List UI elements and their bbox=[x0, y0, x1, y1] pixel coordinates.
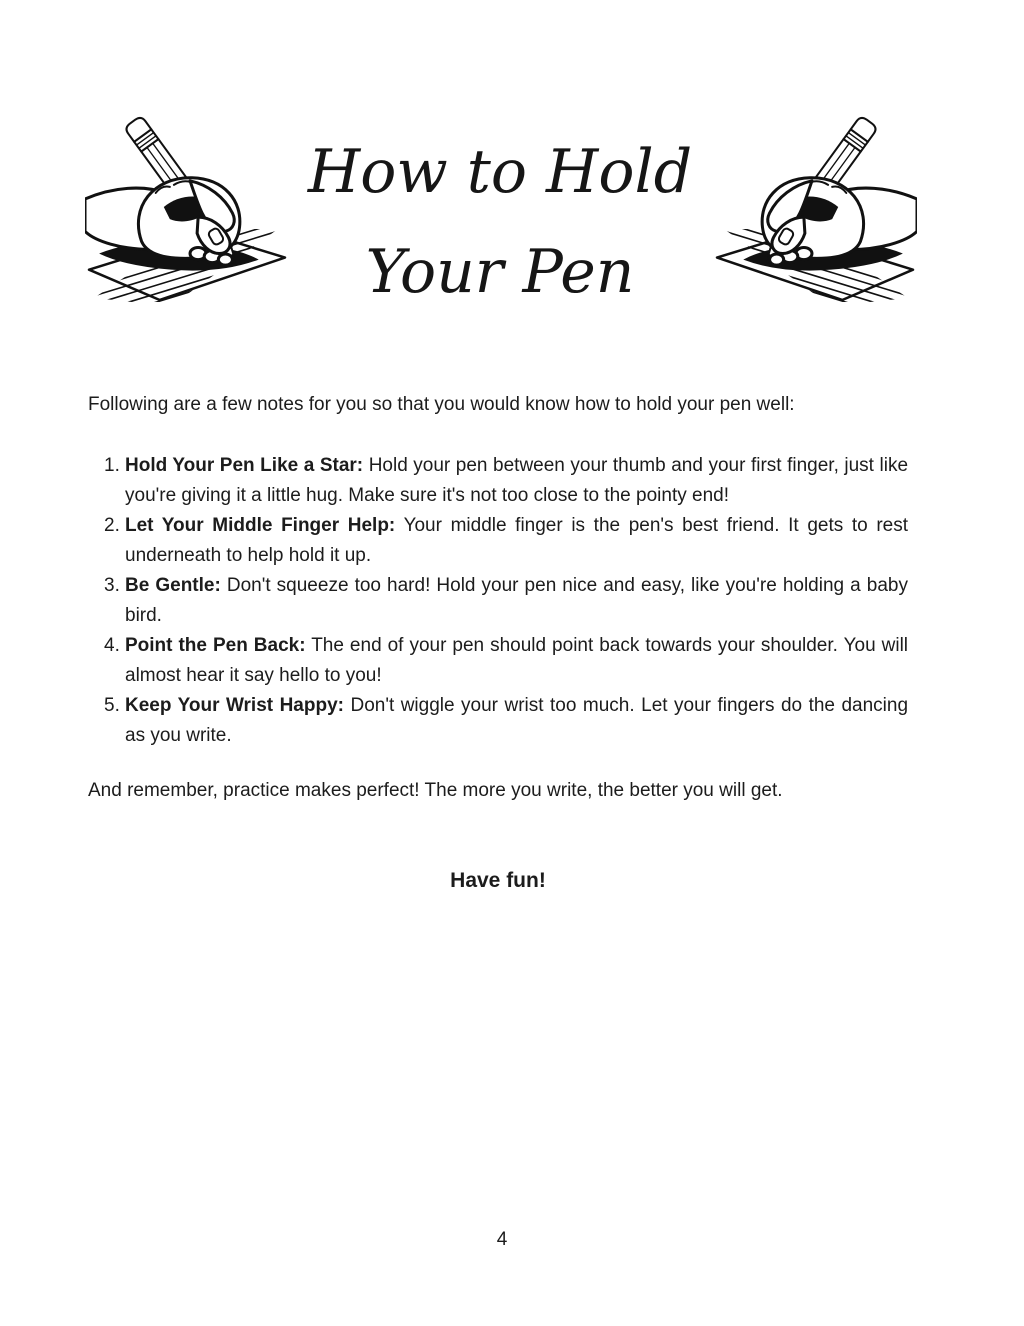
list-item bbox=[104, 571, 908, 631]
list-item-body: Hold your pen between your thumb and your first finger, just like you're giving it a little hug. Make sure it's not too close to the pointy end! bbox=[125, 455, 909, 506]
list-item-text bbox=[125, 511, 908, 571]
list-item-text bbox=[125, 571, 908, 631]
list-item-body: Don't wiggle your wrist too much. Let your fingers do the dancing as you write. bbox=[125, 695, 909, 746]
list-item-label: Be Gentle: bbox=[125, 575, 221, 596]
list-item-text bbox=[125, 691, 908, 751]
writing-hand-pencil-icon bbox=[715, 100, 917, 302]
list-item-label: Point the Pen Back: bbox=[125, 635, 306, 656]
list-item bbox=[104, 451, 908, 511]
intro-paragraph: Following are a few notes for you so that you would know how to hold your pen well: bbox=[88, 394, 795, 415]
writing-hand-illustration-right bbox=[715, 100, 917, 302]
list-item-number: 1. bbox=[104, 455, 120, 476]
list-item-text bbox=[125, 631, 908, 691]
list-item bbox=[104, 691, 908, 751]
writing-hand-illustration-left bbox=[85, 100, 287, 302]
page-title bbox=[262, 122, 738, 322]
list-item-label: Hold Your Pen Like a Star: bbox=[125, 455, 364, 476]
list-item bbox=[104, 511, 908, 571]
page-title-line2: Your Pen bbox=[365, 237, 635, 307]
list-item-number: 3. bbox=[104, 575, 120, 596]
list-item-label: Keep Your Wrist Happy: bbox=[125, 695, 344, 716]
closing-paragraph: And remember, practice makes perfect! The more you write, the better you will get. bbox=[88, 780, 783, 801]
body-content bbox=[88, 390, 908, 896]
page-number: 4 bbox=[496, 1229, 508, 1250]
list-item-number: 2. bbox=[104, 515, 120, 536]
list-item-body: Your middle finger is the pen's best friend. It gets to rest underneath to help hold it up. bbox=[125, 515, 909, 566]
list-item-text bbox=[125, 451, 908, 511]
list-item-number: 4. bbox=[104, 635, 120, 656]
list-item-body: The end of your pen should point back towards your shoulder. You will almost hear it say hello to you! bbox=[125, 635, 909, 686]
list-item-body: Don't squeeze too hard! Hold your pen nice and easy, like you're holding a baby bird. bbox=[125, 575, 908, 626]
tips-list bbox=[104, 451, 908, 751]
list-item bbox=[104, 631, 908, 691]
page-title-line1: How to Hold bbox=[307, 137, 693, 207]
list-item-number: 5. bbox=[104, 695, 120, 716]
list-item-label: Let Your Middle Finger Help: bbox=[125, 515, 396, 536]
have-fun-text: Have fun! bbox=[450, 869, 546, 892]
writing-hand-pencil-icon bbox=[85, 100, 287, 302]
